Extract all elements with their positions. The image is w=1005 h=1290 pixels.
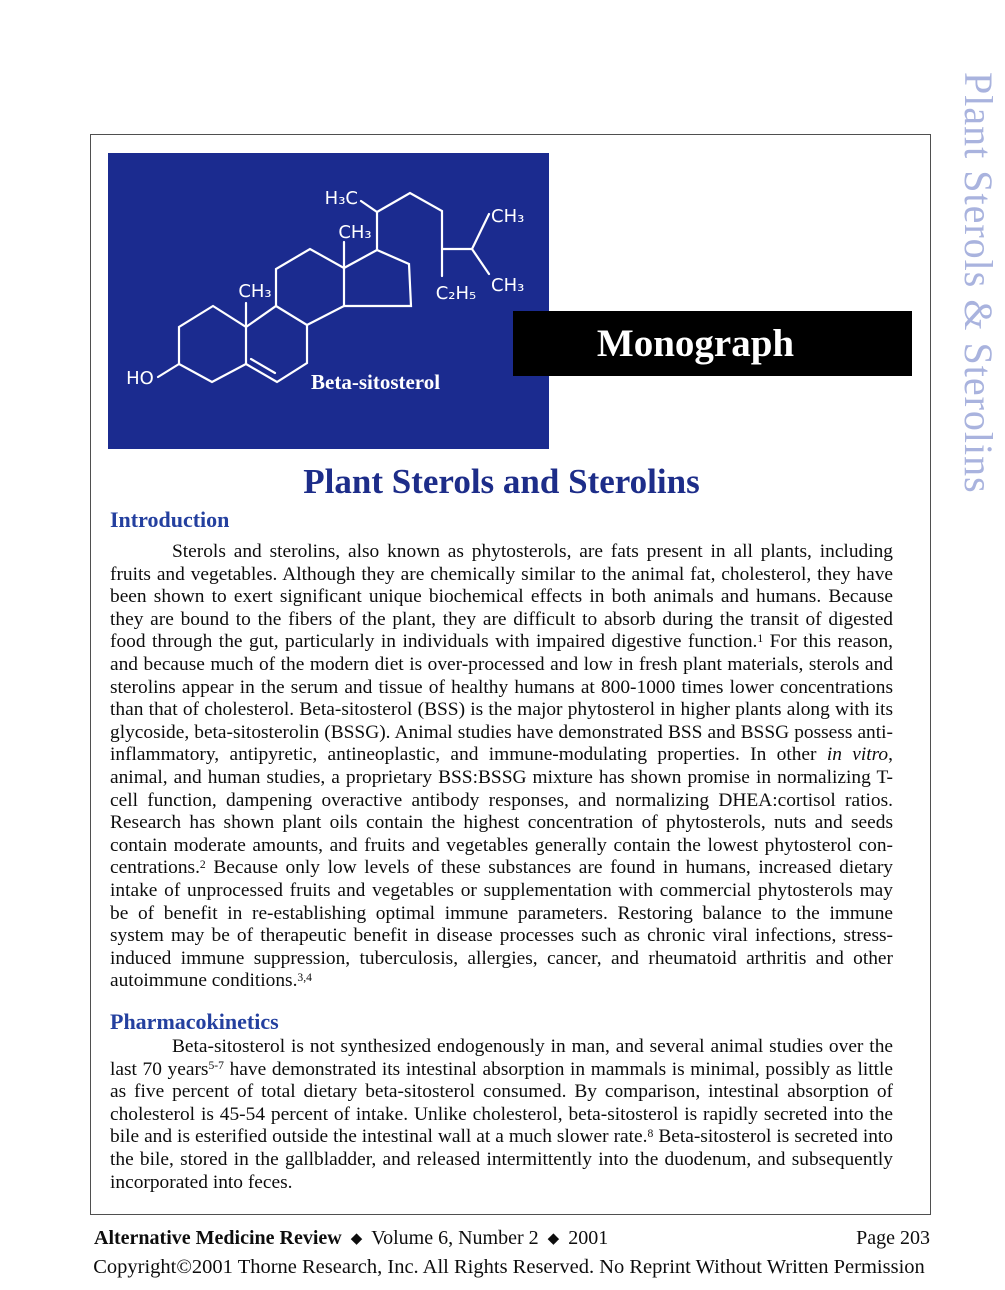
- beta-sitosterol-structure-drawing: [108, 153, 549, 449]
- ring-c: [276, 249, 344, 325]
- label-ch3-c10: CH₃: [238, 281, 272, 302]
- footer-journal-line: [94, 1227, 930, 1250]
- monograph-banner: [513, 311, 912, 376]
- molecule-name-label: Beta-sitosterol: [311, 370, 441, 394]
- molecule-figure: [108, 153, 549, 449]
- monograph-banner-label: Monograph: [596, 322, 795, 365]
- section-heading-introduction: Introduction: [110, 507, 230, 532]
- ring-d: [344, 250, 411, 306]
- pharmacokinetics-paragraph: Beta-sitosterol is not synthesized endogenously in man, and several animal studies over the last 70 years$^{5-7}$ have demonstrated its intestinal absorption in mammals is minimal, possibly as little as five percent of total dietary beta-sitosterol consumed. By comparison, intestinal absorption of cholesterol is 45-54 percent of intake. Unlike cholesterol, beta-sitosterol is rapidly secreted into the bile and is esterified outside the intestinal wall at a much slower rate.$^8$ Beta-sitosterol is secreted into the bile, stored in the gallbladder, and released intermittently into the duodenum, and subsequently incorporated into feces.: [110, 1036, 893, 1193]
- issue-year: 2001: [568, 1227, 609, 1249]
- label-ch3-c13: CH₃: [338, 222, 372, 243]
- introduction-paragraph: Sterols and sterolins, also known as phytosterols, are fats present in all plants, including fruits and vegetables. Although they are chemically similar to the animal fat, cholesterol, they have been shown to exert significant unique biochemical effects in both animals and humans. Because they are bound to the fibers of the plant, they are difficult to absorb during the transit of digested food through the gut, particularly in individuals with impaired digestive function.$^1$ For this reason, and because much of the modern diet is over-processed and low in fresh plant materials, sterols and sterolins appear in the serum and tissue of healthy humans at 800-1000 times lower concentrations than that of cholesterol. Beta-sitosterol (BSS) is the major phytosterol in higher plants along with its glycoside, beta-sitosterolin (BSSG). Animal studies have demonstrated BSS and BSSG possess anti-inflammatory, antipyretic, antineoplastic, and immune-modulating properties. In other in vitro, animal, and human studies, a proprietary BSS:BSSG mixture has shown promise in normalizing T-cell function, dampening overactive antibody responses, and normalizing DHEA:cortisol ratios. Research has shown plant oils contain the highest concentration of phytosterols, nuts and seeds contain moderate amounts, and fruits and vegetables generally contain the lowest phytosterol con-centrations.$^2$ Because only low levels of these substances are found in humans, increased dietary intake of unprocessed fruits and vegetables or supplementation with commercial phytosterols may be of benefit in re-establishing optimal immune parameters. Restoring balance to the immune system may be of therapeutic benefit in disease processes such as chronic viral infections, stress-induced immune suppression, tuberculosis, allergies, cancer, and rheumatoid arthritis and other autoimmune conditions.$^{3,4}$: [110, 541, 894, 992]
- copyright-line: Copyright©2001 Thorne Research, Inc. All Rights Reserved. No Reprint Without Written Permission: [93, 1256, 925, 1278]
- double-bond: [251, 359, 275, 373]
- journal-name: Alternative Medicine Review: [94, 1227, 342, 1249]
- ring-a: [179, 306, 246, 382]
- ring-b: [246, 306, 307, 382]
- page-number: Page 203: [856, 1227, 930, 1249]
- vertical-running-head: Plant Sterols & Sterolins: [956, 72, 1001, 494]
- side-chain-bonds: [361, 193, 489, 276]
- bond-ho: [158, 364, 179, 377]
- label-c2h5: C₂H₅: [435, 283, 477, 304]
- issue-info: Volume 6, Number 2: [371, 1227, 539, 1249]
- label-h3c: H₃C: [324, 188, 358, 209]
- footer-left-group: [94, 1227, 608, 1250]
- label-ch3-lower: CH₃: [491, 275, 525, 296]
- label-ch3-upper: CH₃: [491, 206, 525, 227]
- section-heading-pharmacokinetics: Pharmacokinetics: [110, 1009, 279, 1034]
- diamond-separator-icon: ◆: [350, 1231, 363, 1247]
- label-ho: HO: [126, 368, 154, 389]
- diamond-separator-icon: ◆: [547, 1231, 560, 1247]
- article-title: Plant Sterols and Sterolins: [303, 462, 700, 501]
